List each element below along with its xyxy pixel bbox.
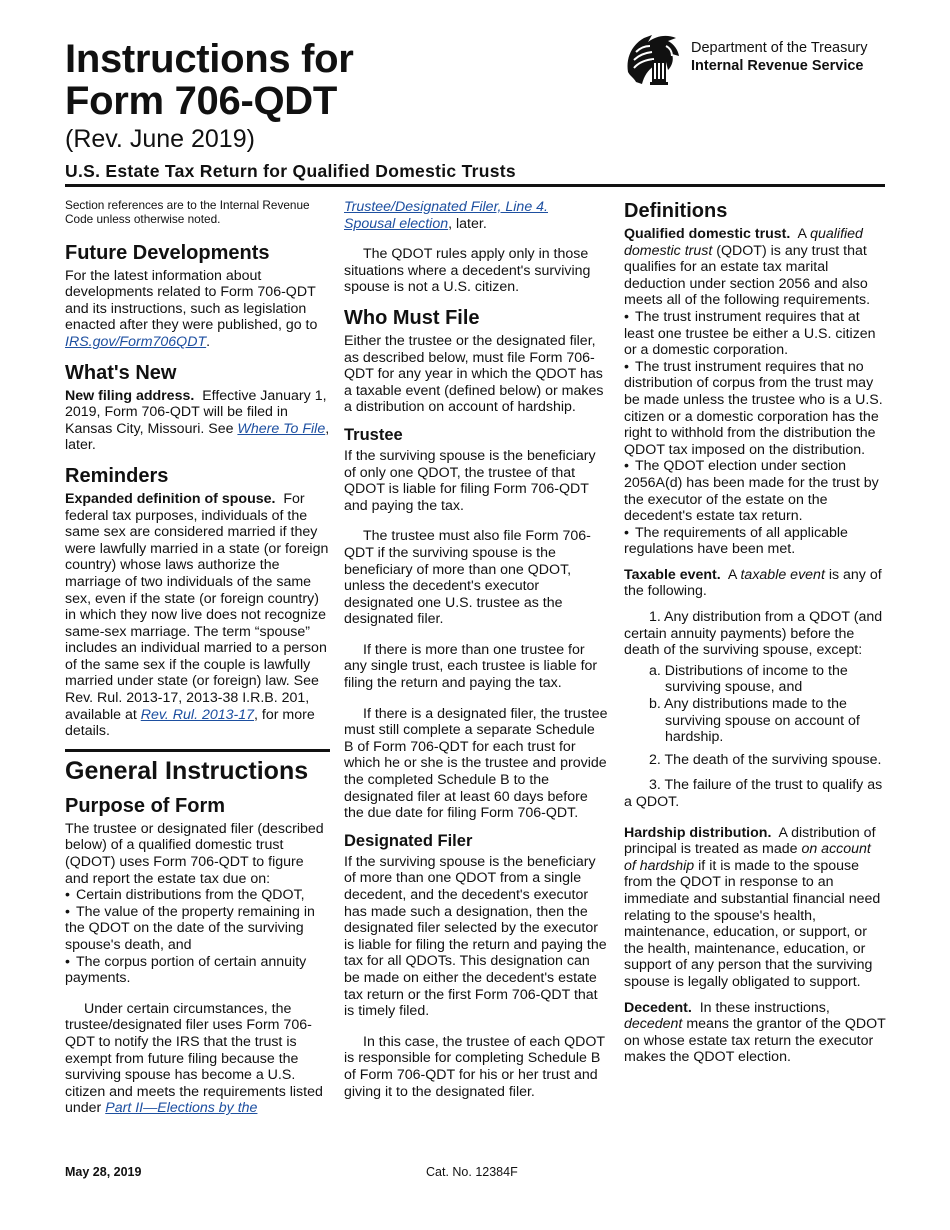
document-title	[65, 38, 354, 122]
trustee-paragraph-2: The trustee must also file Form 706-QDT if the surviving spouse is the beneficiary of more than one QDOT, unless the decedent's executor designated one U.S. trustee as the designated filer.	[344, 528, 591, 628]
decedent-paragraph	[624, 1000, 886, 1066]
list-item: • The value of the property remaining in the QDOT on the date of the surviving spouse's death, and	[65, 904, 330, 954]
hardship-text-2: if it is made to the spouse from the QDOT in response to an immediate and substantial financial need relating to the spouse's health, maintenance, education, or support, or the health, maintenance, education, or support of any person that the surviving spouse is legally obligated to support.	[624, 857, 881, 990]
document-subtitle: U.S. Estate Tax Return for Qualified Domestic Trusts	[65, 161, 516, 181]
taxable-item-2: 2. The death of the surviving spouse.	[649, 751, 882, 768]
agency-irs: Internal Revenue Service	[691, 58, 864, 74]
heading-reminders: Reminders	[65, 464, 169, 487]
taxable-item-1: 1. Any distribution from a QDOT (and certain annuity payments) before the death of the surviving spouse, except:	[624, 609, 883, 659]
trustee-paragraph-1: If the surviving spouse is the beneficiary of only one QDOT, the trustee of that QDOT is liable for filing Form 706-QDT and paying the tax.	[344, 447, 596, 514]
footer-catalog-number: Cat. No. 12384F	[426, 1165, 518, 1179]
exception-item-a: a. Distributions of income to the surviving spouse, and	[649, 662, 848, 696]
heading-trustee: Trustee	[344, 425, 403, 444]
qdt-a: A	[797, 226, 807, 242]
title-line-1: Instructions for	[65, 37, 354, 81]
list-item: • The corpus portion of certain annuity payments.	[65, 954, 330, 987]
qdt-paragraph	[624, 226, 886, 309]
new-filing-paragraph	[65, 388, 330, 454]
heading-designated-filer: Designated Filer	[344, 831, 473, 850]
list-item: • The QDOT election under section 2056A(d) has been made for the trust by the executor of the estate on the decedent's estate tax return.	[624, 458, 886, 524]
heading-future-developments: Future Developments	[65, 241, 270, 264]
column-right	[624, 199, 886, 1075]
taxable-text: is any of the following.	[624, 566, 882, 600]
future-developments-text: For the latest information about developments related to Form 706-QDT and its instructions, such as legislation enacted after they were published, go to IRS.gov/Form706QDT.	[65, 267, 318, 350]
list-item: • Certain distributions from the QDOT,	[65, 887, 330, 904]
list-item: • The trust instrument requires that at least one trustee be either a U.S. citizen or a domestic corporation.	[624, 309, 886, 359]
decedent-text-2: means the grantor of the QDOT on whose estate tax return the executor makes the QDOT election.	[624, 1016, 886, 1066]
header-rule	[65, 184, 885, 187]
hardship-text-1: A distribution of principal is treated as made	[624, 824, 876, 858]
new-filing-text: Effective January 1, 2019, Form 706-QDT will be filed in Kansas City, Missouri. See	[65, 387, 327, 437]
taxable-term: taxable event	[740, 566, 825, 583]
spouse-lead: Expanded definition of spouse.	[65, 490, 276, 507]
agency-department: Department of the Treasury	[691, 40, 868, 56]
exception-item-b: b. Any distributions made to the surviving spouse on account of hardship.	[649, 696, 860, 746]
irs-eagle-logo-icon	[622, 32, 684, 88]
taxable-item-1-exceptions	[649, 663, 886, 746]
circumstances-text: Under certain circumstances, the trustee/designated filer uses Form 706-QDT to notify the IRS that the trust is exempt from future filing because the surviving spouse has become a U.S. citizen and meets the requirements listed under	[65, 1000, 323, 1117]
heading-purpose-of-form: Purpose of Form	[65, 794, 226, 817]
spouse-tail: , for more details.	[65, 706, 315, 740]
qdt-text: (QDOT) is any trust that qualifies for an estate tax marital deduction under section 2056 and also meets all of the following requirements.	[624, 242, 871, 309]
hardship-paragraph	[624, 825, 886, 991]
part-ii-link[interactable]: Part II—Elections by the	[105, 1100, 258, 1117]
designated-filer-paragraph-2: In this case, the trustee of each QDOT is responsible for completing Schedule B of Form 706-QDT for his or her trust and giving it to the designated filer.	[344, 1033, 605, 1100]
taxable-lead: Taxable event.	[624, 566, 721, 583]
spouse-paragraph	[65, 491, 330, 740]
column-middle	[344, 199, 608, 1109]
decedent-lead: Decedent.	[624, 999, 692, 1016]
designated-filer-paragraph-1: If the surviving spouse is the beneficiary of more than one QDOT from a single decedent, and the decedent's executor has made such a designation, then the designated filer selected by the executor is liable for filing the return and paying the tax for all QDOTs. This designation can be made on either the decedent's estate tax return or the first Form 706-QDT that is timely filed.	[344, 853, 607, 1020]
list-item: • The trust instrument requires that no distribution of corpus from the trust may be made unless the trustee who is a U.S. citizen or a domestic corporation has the right to withhold from the distribution the QDOT tax imposed on the distribution.	[624, 359, 886, 459]
section-note: Section references are to the Internal Revenue Code unless otherwise noted.	[65, 198, 310, 226]
decedent-text-1: In these instructions,	[699, 999, 830, 1016]
later-text: , later.	[448, 215, 487, 232]
qdot-rules-paragraph: The QDOT rules apply only in those situations where a decedent's surviving spouse is not a U.S. citizen.	[344, 246, 591, 296]
title-line-2: Form 706-QDT	[65, 79, 338, 123]
purpose-bullet-list	[65, 887, 330, 987]
heading-who-must-file: Who Must File	[344, 306, 480, 329]
hardship-term: on account of hardship	[624, 841, 871, 874]
later-text: , later.	[65, 420, 330, 454]
continued-link-paragraph	[344, 199, 608, 232]
qdt-term: qualified domestic trust	[624, 226, 863, 259]
decedent-term: decedent	[624, 1016, 683, 1033]
heading-general-instructions: General Instructions	[65, 749, 330, 786]
agency-block	[622, 32, 892, 88]
qdt-lead: Qualified domestic trust.	[624, 226, 791, 242]
column-left	[65, 199, 330, 1126]
taxable-a: A	[727, 566, 737, 583]
hardship-lead: Hardship distribution.	[624, 824, 772, 841]
revision-date: (Rev. June 2019)	[65, 125, 255, 153]
spouse-text: For federal tax purposes, individuals of the same sex are considered married if they were lawfully married in a state (or foreign country) whose laws authorize the marriage of two individuals of the same sex, even if the state (or foreign country) in which they now live does not recognize same-sex marriage. The term “spouse” includes an individual married to a person of the same sex if the couple is lawfully married under state (or foreign) law. See Rev. Rul. 2013-17, 2013-38 I.R.B. 201, available at	[65, 490, 329, 723]
qdt-requirements-list	[624, 309, 886, 558]
heading-definitions: Definitions	[624, 200, 728, 222]
purpose-text: The trustee or designated filer (described below) of a qualified domestic trust (QDOT) uses Form 706-QDT to figure and report the estate tax due on:	[65, 820, 324, 887]
list-item: • The requirements of all applicable regulations have been met.	[624, 525, 886, 558]
circumstances-paragraph	[65, 1001, 330, 1117]
rev-rul-link[interactable]: Rev. Rul. 2013-17	[140, 706, 255, 723]
new-filing-lead: New filing address.	[65, 387, 195, 404]
trustee-designated-filer-link[interactable]: Trustee/Designated Filer, Line 4.	[344, 199, 548, 215]
trustee-paragraph-4: If there is a designated filer, the trustee must still complete a separate Schedule B of Form 706-QDT for each trust for which he or she is the trustee and provide the completed Schedule B to the designated filer at least 60 days before the due date for filing Form 706-QDT.	[344, 705, 608, 822]
taxable-event-paragraph	[624, 567, 886, 600]
trustee-paragraph-3: If there is more than one trustee for any single trust, each trustee is liable for filing the return and paying the tax.	[344, 641, 598, 692]
where-to-file-link[interactable]: Where To File	[237, 420, 326, 437]
spousal-election-link[interactable]: Spousal election	[344, 215, 449, 232]
future-text: For the latest information about developments related to Form 706-QDT and its instructions, such as legislation enacted after they were published, go to	[65, 267, 318, 334]
heading-whats-new: What's New	[65, 361, 177, 384]
irs-form-link[interactable]: IRS.gov/Form706QDT	[65, 333, 207, 350]
footer-date: May 28, 2019	[65, 1165, 142, 1179]
taxable-item-3: 3. The failure of the trust to qualify as a QDOT.	[624, 777, 883, 810]
who-must-file-text: Either the trustee or the designated filer, as described below, must file Form 706-QDT for any year in which the QDOT has a taxable event (defined below) or makes a distribution on account of hardship.	[344, 332, 604, 416]
